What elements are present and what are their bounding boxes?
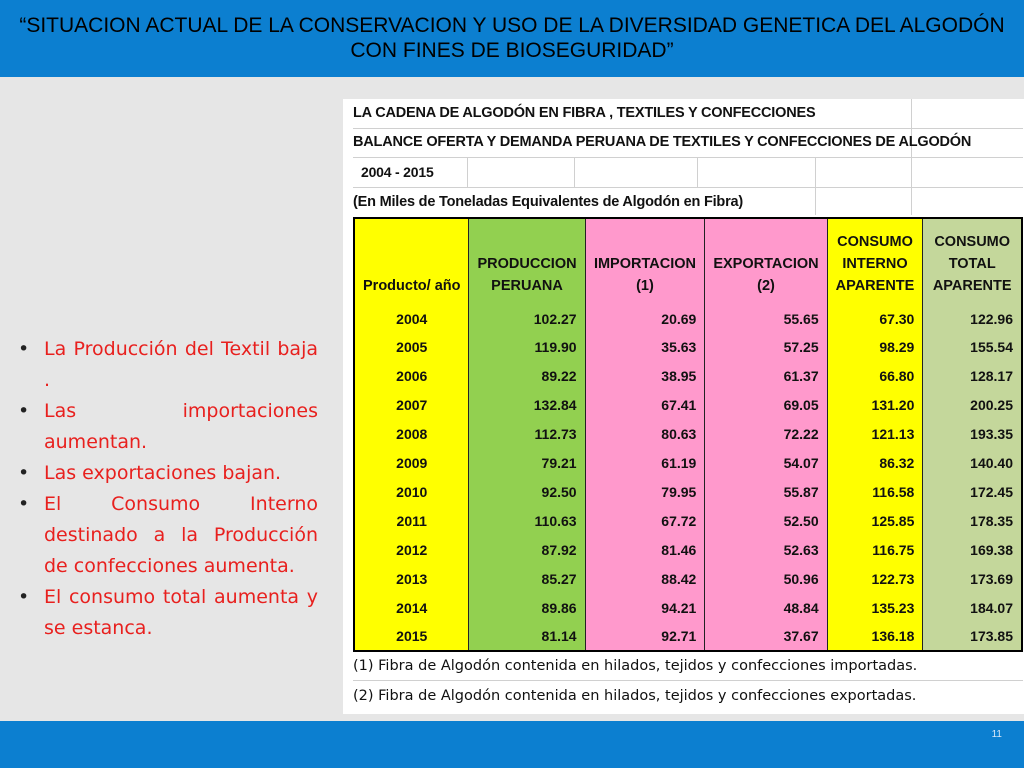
cell-importacion: 67.41 bbox=[585, 390, 705, 419]
slide-title-line-2: CON FINES DE BIOSEGURIDAD” bbox=[350, 39, 674, 62]
cell-exportacion: 48.84 bbox=[705, 593, 827, 622]
cell-consumo-interno: 67.30 bbox=[827, 303, 923, 332]
cell-produccion: 119.90 bbox=[469, 332, 585, 361]
table-period: 2004 - 2015 bbox=[361, 164, 434, 180]
cell-consumo-total: 169.38 bbox=[923, 535, 1022, 564]
cell-produccion: 89.86 bbox=[469, 593, 585, 622]
table-row bbox=[354, 506, 1022, 535]
cell-consumo-interno: 125.85 bbox=[827, 506, 923, 535]
slide-footer-bar bbox=[0, 721, 1024, 768]
table-row bbox=[354, 535, 1022, 564]
cell-consumo-total: 140.40 bbox=[923, 448, 1022, 477]
cell-importacion: 67.72 bbox=[585, 506, 705, 535]
cell-exportacion: 52.63 bbox=[705, 535, 827, 564]
cell-consumo-interno: 116.58 bbox=[827, 477, 923, 506]
cell-consumo-total: 155.54 bbox=[923, 332, 1022, 361]
cell-consumo-total: 200.25 bbox=[923, 390, 1022, 419]
cell-consumo-total: 173.85 bbox=[923, 622, 1022, 651]
cell-exportacion: 72.22 bbox=[705, 419, 827, 448]
table-row bbox=[354, 390, 1022, 419]
cell-exportacion: 55.65 bbox=[705, 303, 827, 332]
grid-line bbox=[815, 157, 816, 215]
cell-consumo-interno: 131.20 bbox=[827, 390, 923, 419]
table-row bbox=[354, 477, 1022, 506]
balance-table-panel bbox=[343, 99, 1024, 714]
footnote-exportacion: (2) Fibra de Algodón contenida en hilados, tejidos y confecciones exportadas. bbox=[353, 688, 917, 704]
cell-year: 2012 bbox=[354, 535, 469, 564]
grid-line bbox=[697, 157, 698, 187]
page-number: 11 bbox=[991, 729, 1002, 740]
cell-importacion: 35.63 bbox=[585, 332, 705, 361]
cell-consumo-interno: 116.75 bbox=[827, 535, 923, 564]
cell-year: 2014 bbox=[354, 593, 469, 622]
col-header-importacion: IMPORTACION (1) bbox=[585, 218, 705, 303]
grid-line bbox=[353, 680, 1023, 681]
cell-importacion: 61.19 bbox=[585, 448, 705, 477]
slide-title bbox=[0, 0, 1024, 77]
table-row bbox=[354, 622, 1022, 651]
cell-produccion: 87.92 bbox=[469, 535, 585, 564]
cell-consumo-total: 184.07 bbox=[923, 593, 1022, 622]
cell-produccion: 102.27 bbox=[469, 303, 585, 332]
table-row bbox=[354, 593, 1022, 622]
col-header-exportacion: EXPORTACION (2) bbox=[705, 218, 827, 303]
cell-consumo-interno: 86.32 bbox=[827, 448, 923, 477]
cell-year: 2008 bbox=[354, 419, 469, 448]
table-row bbox=[354, 564, 1022, 593]
col-header-consumo-interno: CONSUMO INTERNO APARENTE bbox=[827, 218, 923, 303]
cell-consumo-interno: 98.29 bbox=[827, 332, 923, 361]
cell-consumo-total: 122.96 bbox=[923, 303, 1022, 332]
cell-year: 2015 bbox=[354, 622, 469, 651]
grid-line bbox=[353, 128, 1023, 129]
cell-consumo-total: 173.69 bbox=[923, 564, 1022, 593]
grid-line bbox=[574, 157, 575, 187]
col-header-produccion: PRODUCCION PERUANA bbox=[469, 218, 585, 303]
cell-produccion: 85.27 bbox=[469, 564, 585, 593]
cell-produccion: 92.50 bbox=[469, 477, 585, 506]
cell-importacion: 88.42 bbox=[585, 564, 705, 593]
cell-consumo-interno: 122.73 bbox=[827, 564, 923, 593]
cell-importacion: 81.46 bbox=[585, 535, 705, 564]
cell-exportacion: 61.37 bbox=[705, 361, 827, 390]
cell-exportacion: 69.05 bbox=[705, 390, 827, 419]
cell-consumo-interno: 136.18 bbox=[827, 622, 923, 651]
table-row bbox=[354, 448, 1022, 477]
table-title: LA CADENA DE ALGODÓN EN FIBRA , TEXTILES Y CONFECCIONES bbox=[353, 105, 816, 121]
cell-importacion: 79.95 bbox=[585, 477, 705, 506]
footnote-importacion: (1) Fibra de Algodón contenida en hilados, tejidos y confecciones importadas. bbox=[353, 658, 918, 674]
table-row bbox=[354, 361, 1022, 390]
cell-produccion: 81.14 bbox=[469, 622, 585, 651]
table-subtitle: BALANCE OFERTA Y DEMANDA PERUANA DE TEXTILES Y CONFECCIONES DE ALGODÓN bbox=[353, 134, 972, 150]
bullet-item: • El consumo total aumenta y se estanca. bbox=[18, 582, 318, 644]
col-header-consumo-total: CONSUMO TOTAL APARENTE bbox=[923, 218, 1022, 303]
cell-year: 2010 bbox=[354, 477, 469, 506]
cell-year: 2005 bbox=[354, 332, 469, 361]
grid-line bbox=[353, 187, 1023, 188]
cell-year: 2007 bbox=[354, 390, 469, 419]
cell-year: 2011 bbox=[354, 506, 469, 535]
bullet-list bbox=[18, 334, 318, 644]
cell-produccion: 79.21 bbox=[469, 448, 585, 477]
cell-year: 2006 bbox=[354, 361, 469, 390]
bullet-item: • Las importaciones aumentan. bbox=[18, 396, 318, 458]
grid-line bbox=[467, 157, 468, 187]
cell-produccion: 89.22 bbox=[469, 361, 585, 390]
table-header-row bbox=[354, 218, 1022, 303]
balance-table bbox=[353, 217, 1023, 652]
bullet-item: • La Producción del Textil baja . bbox=[18, 334, 318, 396]
cell-year: 2009 bbox=[354, 448, 469, 477]
cell-exportacion: 50.96 bbox=[705, 564, 827, 593]
cell-consumo-total: 178.35 bbox=[923, 506, 1022, 535]
bullet-item: • Las exportaciones bajan. bbox=[18, 458, 318, 489]
cell-year: 2013 bbox=[354, 564, 469, 593]
grid-line bbox=[353, 157, 1023, 158]
table-units: (En Miles de Toneladas Equivalentes de Algodón en Fibra) bbox=[353, 194, 744, 210]
cell-year: 2004 bbox=[354, 303, 469, 332]
cell-produccion: 110.63 bbox=[469, 506, 585, 535]
cell-exportacion: 52.50 bbox=[705, 506, 827, 535]
cell-exportacion: 57.25 bbox=[705, 332, 827, 361]
cell-consumo-total: 172.45 bbox=[923, 477, 1022, 506]
cell-produccion: 132.84 bbox=[469, 390, 585, 419]
bullet-item: • El Consumo Interno destinado a la Producción de confecciones aumenta. bbox=[18, 489, 318, 582]
cell-importacion: 80.63 bbox=[585, 419, 705, 448]
cell-importacion: 38.95 bbox=[585, 361, 705, 390]
cell-consumo-total: 128.17 bbox=[923, 361, 1022, 390]
col-header-producto: Producto/ año bbox=[354, 218, 469, 303]
cell-consumo-interno: 121.13 bbox=[827, 419, 923, 448]
table-row bbox=[354, 332, 1022, 361]
cell-consumo-interno: 66.80 bbox=[827, 361, 923, 390]
cell-exportacion: 55.87 bbox=[705, 477, 827, 506]
table-row bbox=[354, 419, 1022, 448]
cell-importacion: 92.71 bbox=[585, 622, 705, 651]
cell-consumo-interno: 135.23 bbox=[827, 593, 923, 622]
cell-importacion: 20.69 bbox=[585, 303, 705, 332]
cell-importacion: 94.21 bbox=[585, 593, 705, 622]
cell-exportacion: 37.67 bbox=[705, 622, 827, 651]
slide-title-line-1: “SITUACION ACTUAL DE LA CONSERVACION Y USO DE LA DIVERSIDAD GENETICA DEL ALGODÓN bbox=[19, 14, 1005, 37]
cell-produccion: 112.73 bbox=[469, 419, 585, 448]
cell-consumo-total: 193.35 bbox=[923, 419, 1022, 448]
cell-exportacion: 54.07 bbox=[705, 448, 827, 477]
table-row bbox=[354, 303, 1022, 332]
